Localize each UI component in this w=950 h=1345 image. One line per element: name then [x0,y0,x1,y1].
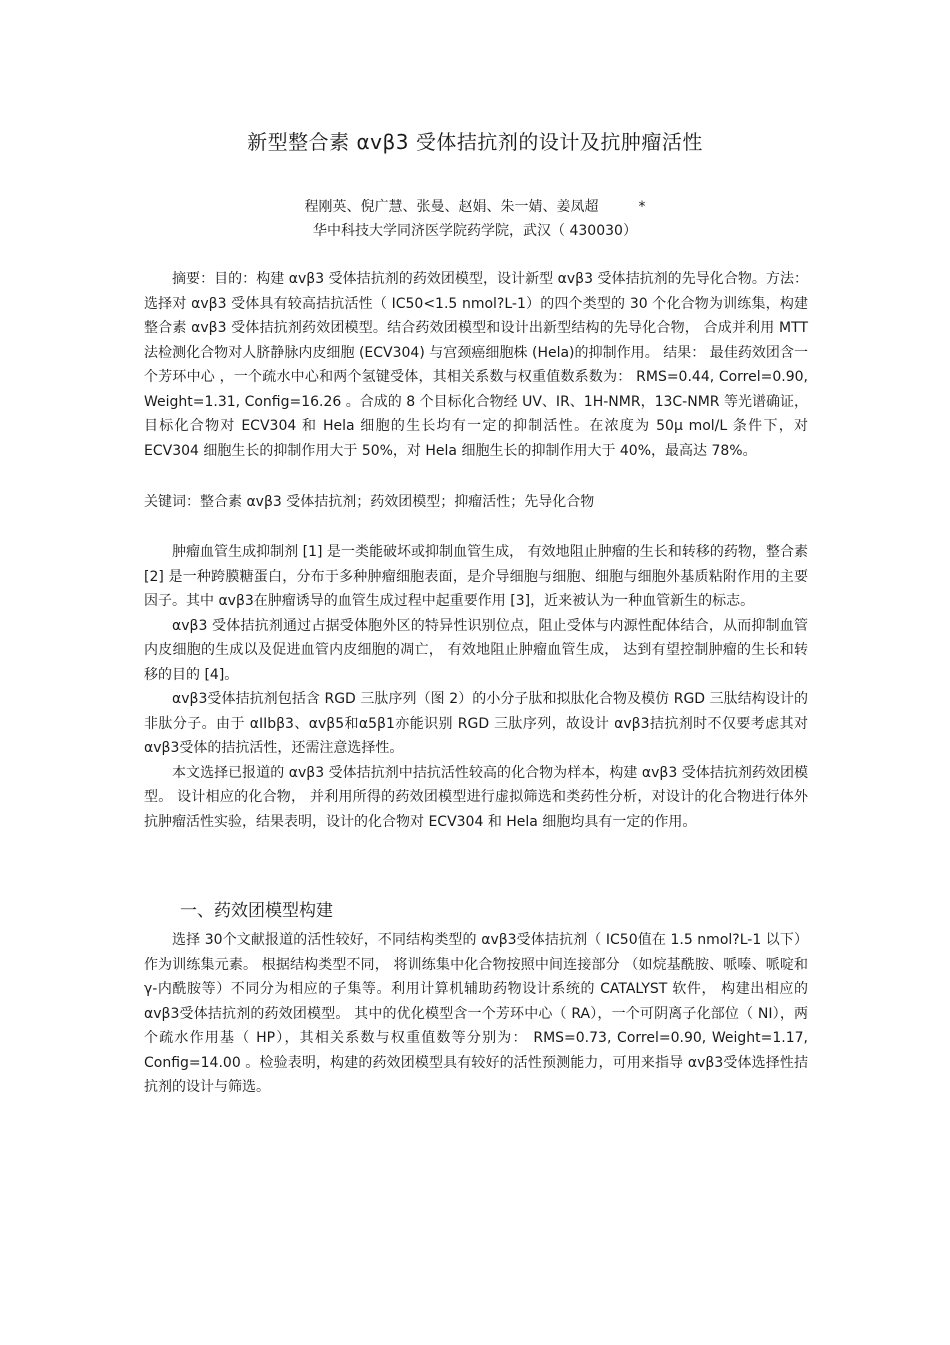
abstract-text: 摘要：目的：构建 αvβ3 受体拮抗剂的药效团模型，设计新型 αvβ3 受体拮抗剂的先导化合物。方法：选择对 αvβ3 受体具有较高拮抗活性（ IC50<1.5 nmol?L-1）的四个类型的 30 个化合物为训练集，构建整合素 αvβ3 受体拮抗剂药效团模型。结合药效团模型和设计出新型结构的先导化合物， 合成并利用 MTT 法检测化合物对人脐静脉内皮细胞 (ECV304) 与宫颈癌细胞株 (Hela)的抑制作用。 结果： 最佳药效团含一个芳环中心 ，一个疏水中心和两个氢键受体，其相关系数与权重值数系数为： RMS=0.44, Correl=0.90, Weight=1.31, Config=16.26 。合成的 8 个目标化合物经 UV、IR、1H-NMR，13C-NMR 等光谱确证， 目标化合物对 ECV304 和 Hela 细胞的生长均有一定的抑制活性。在浓度为 50μ mol/L 条件下，对 ECV304 细胞生长的抑制作用大于 50%，对 Hela 细胞生长的抑制作用大于 40%，最高达 78%。 [144,271,808,459]
section-1-body [144,928,808,1100]
affiliation: 华中科技大学同济医学院药学院，武汉（ 430030） [313,223,637,239]
author-list: 程刚英、倪广慧、张曼、赵娟、朱一婧、姜凤超 [304,199,599,215]
paper-title: 新型整合素 αvβ3 受体拮抗剂的设计及抗肿瘤活性 [247,130,703,154]
intro-paragraph: 本文选择已报道的 αvβ3 受体拮抗剂中拮抗活性较高的化合物为样本，构建 αvβ3 受体拮抗剂药效团模型。 设计相应的化合物， 并利用所得的药效团模型进行虚拟筛选和类药性分析，对设计的化合物进行体外抗肿瘤活性实验，结果表明，设计的化合物对 ECV304 和 Hela 细胞均具有一定的作用。 [144,764,808,830]
keywords [144,490,808,515]
intro-paragraph: 肿瘤血管生成抑制剂 [1] 是一类能破坏或抑制血管生成， 有效地阻止肿瘤的生长和转移的药物，整合素 [2] 是一种跨膜糖蛋白，分布于多种肿瘤细胞表面，是介导细胞与细胞、细胞与细胞外基质粘附作用的主要因子。其中 αvβ3在肿瘤诱导的血管生成过程中起重要作用 [3]，近来被认为一种血管新生的标志。 [144,544,808,609]
introduction [144,540,808,834]
intro-paragraph: αvβ3 受体拮抗剂通过占据受体胞外区的特异性识别位点，阻止受体与内源性配体结合，从而抑制血管内皮细胞的生成以及促进血管内皮细胞的凋亡， 有效地阻止肿瘤血管生成， 达到有望控制肿瘤的生长和转移的目的 [4]。 [144,617,808,683]
section-heading: 一、药效团模型构建 [180,901,333,921]
author-line [0,196,950,216]
keywords-text: 关键词：整合素 αvβ3 受体拮抗剂；药效团模型；抑瘤活性；先导化合物 [144,494,595,510]
intro-paragraph: αvβ3受体拮抗剂包括含 RGD 三肽序列（图 2）的小分子肽和拟肽化合物及模仿 RGD 三肽结构设计的非肽分子。由于 αIIbβ3、αvβ5和α5β1亦能识别 RGD 三肽序列，故设计 αvβ3拮抗剂时不仅要考虑其对 αvβ3受体的拮抗活性，还需注意选择性。 [144,691,808,756]
abstract [144,267,808,463]
corresponding-author-mark: * [638,199,646,215]
section-paragraph: 选择 30个文献报道的活性较好，不同结构类型的 αvβ3受体拮抗剂（ IC50值在 1.5 nmol?L-1 以下） 作为训练集元素。 根据结构类型不同， 将训练集中化合物按照中间连接部分 （如烷基酰胺、哌嗪、哌啶和 γ-内酰胺等）不同分为相应的子集等。利用计算机辅助药物设计系统的 CATALYST 软件， 构建出相应的 αvβ3受体拮抗剂的药效团模型。 其中的优化模型含一个芳环中心（ RA），一个可阴离子化部位（ NI），两个疏水作用基（ HP），其相关系数与权重值数等分别为： RMS=0.73, Correl=0.90, Weight=1.17, Config=14.00 。检验表明，构建的药效团模型具有较好的活性预测能力，可用来指导 αvβ3受体选择性拮抗剂的设计与筛选。 [144,932,808,1095]
